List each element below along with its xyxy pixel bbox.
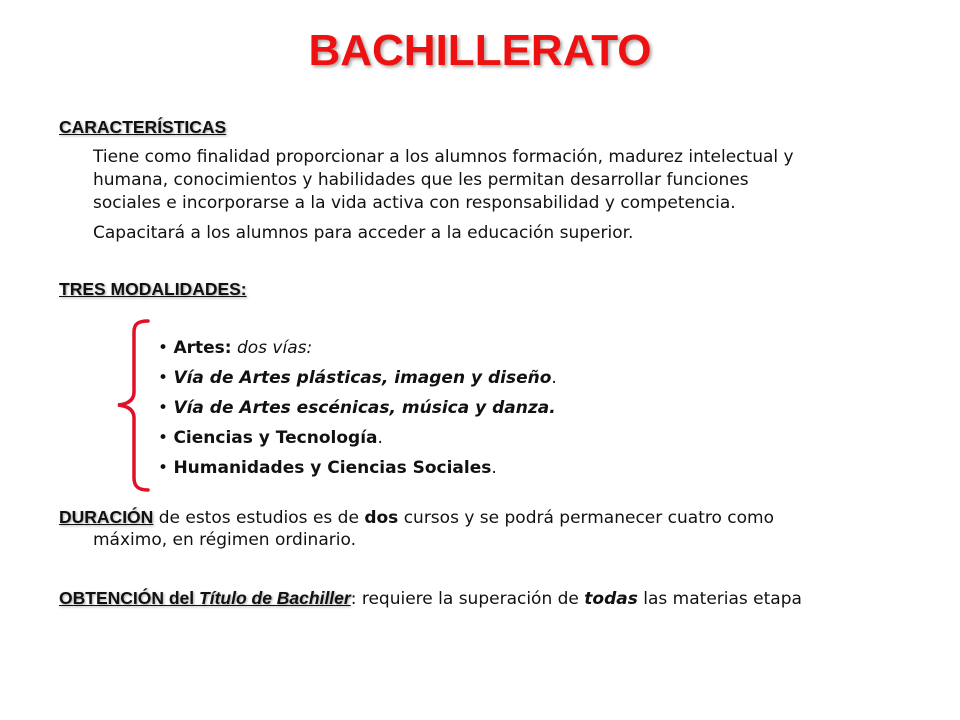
caracteristicas-heading: CARACTERÍSTICAS <box>59 117 227 137</box>
item-rest: . <box>377 428 383 448</box>
duracion-line-2: máximo, en régimen ordinario. <box>93 530 356 550</box>
duracion-text: de estos estudios es de <box>153 508 365 528</box>
obtencion-heading <box>59 588 351 608</box>
obtencion-text: : requiere la superación de <box>350 589 585 609</box>
duracion-text-after: cursos y se podrá permanecer cuatro como <box>398 508 774 528</box>
item-rest: dos vías: <box>231 338 313 358</box>
paragraph-line: sociales e incorporarse a la vida activa con responsabilidad y competencia. <box>93 193 736 213</box>
duracion-bold: dos <box>364 508 399 528</box>
obtencion-heading-part: OBTENCIÓN del <box>59 588 200 608</box>
item-bold-italic: Vía de Artes plásticas, imagen y diseño <box>173 368 552 388</box>
bullet-icon: • <box>158 398 169 418</box>
obtencion-line <box>59 587 802 611</box>
bullet-icon: • <box>158 428 169 448</box>
item-bold-italic: Vía de Artes escénicas, música y danza. <box>173 398 556 418</box>
bullet-icon: • <box>158 368 169 388</box>
obtencion-emphasis: todas <box>584 589 638 609</box>
list-item <box>158 363 557 393</box>
modalidades-heading: TRES MODALIDADES: <box>59 279 247 299</box>
bullet-icon: • <box>158 458 169 478</box>
duracion-heading: DURACIÓN <box>59 507 154 527</box>
list-item <box>158 423 557 453</box>
obtencion-text-after: las materias etapa <box>637 589 802 609</box>
paragraph-line: Capacitará a los alumnos para acceder a la educación superior. <box>93 223 634 243</box>
list-item <box>158 393 557 423</box>
duracion-line <box>59 506 774 530</box>
item-bold: Ciencias y Tecnología <box>173 428 378 448</box>
paragraph-line: humana, conocimientos y habilidades que les permitan desarrollar funciones <box>93 170 749 190</box>
page-title: BACHILLERATO <box>308 26 652 75</box>
list-item <box>158 453 557 483</box>
list-item <box>158 333 557 363</box>
caracteristicas-paragraph-2 <box>93 222 913 245</box>
brace-path <box>118 321 148 490</box>
item-bold: Artes: <box>173 338 232 358</box>
brace-icon <box>112 318 152 494</box>
modalidades-list <box>158 333 557 483</box>
item-rest: . <box>551 368 557 388</box>
paragraph-line: Tiene como finalidad proporcionar a los alumnos formación, madurez intelectual y <box>93 147 794 167</box>
bullet-icon: • <box>158 338 169 358</box>
obtencion-heading-italic: Título de Bachiller <box>199 588 351 608</box>
item-rest: . <box>491 458 497 478</box>
caracteristicas-paragraph <box>93 146 913 215</box>
item-bold: Humanidades y Ciencias Sociales <box>173 458 492 478</box>
